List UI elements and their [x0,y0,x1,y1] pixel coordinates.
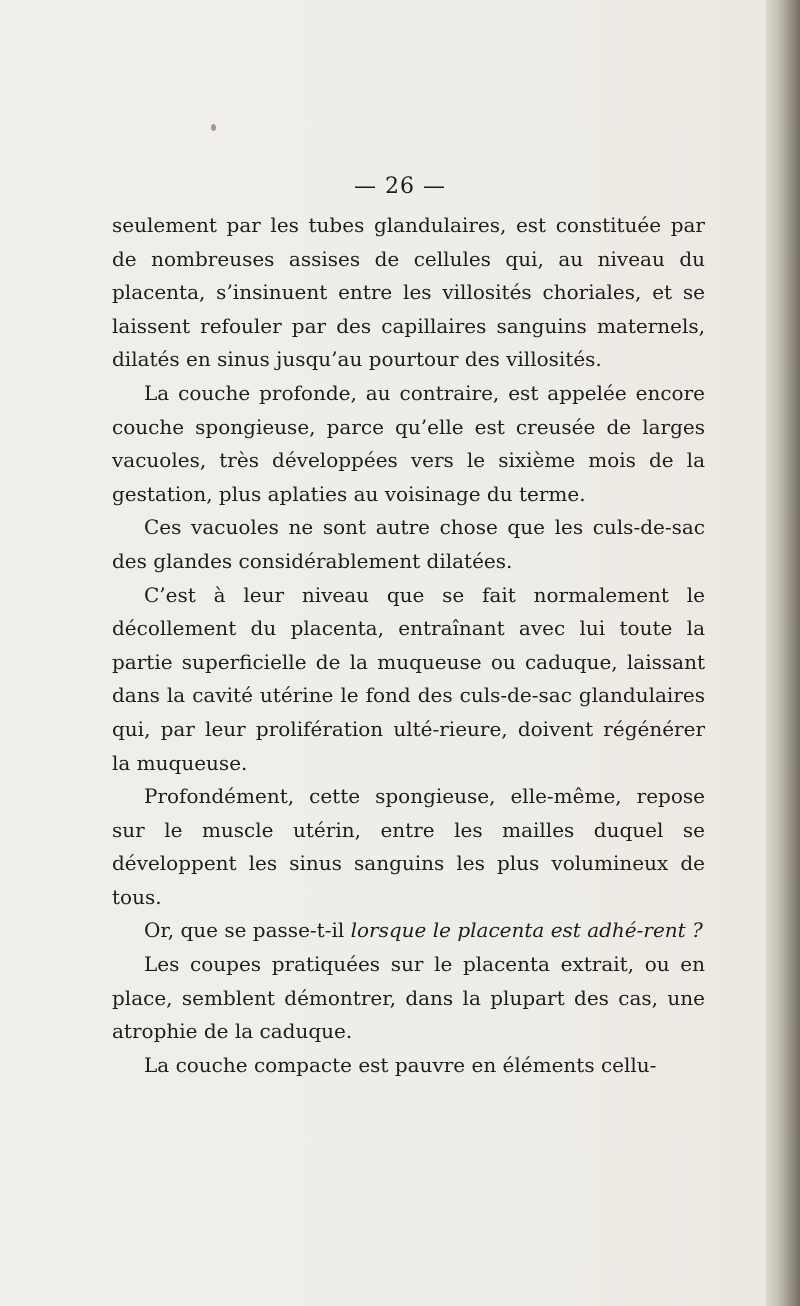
question-lead: Or, que se passe-t-il [144,918,351,943]
paper-speck [211,124,216,131]
paragraph-8: La couche compacte est pauvre en éléments cellu- [144,1052,657,1077]
paragraph-3: Ces vacuoles ne sont autre chose que les culs-de-sac des glandes considérablement dilatées. [112,515,705,573]
body-text [112,209,705,1082]
paragraph-4: C’est à leur niveau que se fait normalement le décollement du placenta, entraînant avec lui toute la partie superficielle de la muqueuse ou caduque, laissant dans la cavité utérine le fond des culs-de-sac glandulaires qui, par leur prolifération ulté-rieure, doivent régénérer la muqueuse. [112,582,705,775]
page-number: — 26 — [354,174,446,199]
question-emphasis: lorsque le placenta est adhé-rent ? [350,918,703,943]
paragraph-5: Profondément, cette spongieuse, elle-même, repose sur le muscle utérin, entre les mailles duquel se développent les sinus sanguins les plus volumineux de tous. [112,784,705,909]
paragraph-1: seulement par les tubes glandulaires, est constituée par de nombreuses assises de cellules qui, au niveau du placenta, s’insinuent entre les villosités choriales, et se laissent refouler par des capillaires sanguins maternels, dilatés en sinus jusqu’au pourtour des villosités. [112,213,705,372]
paragraph-2: La couche profonde, au contraire, est appelée encore couche spongieuse, parce qu’elle est creusée de larges vacuoles, très développées vers le sixième mois de la gestation, plus aplaties au voisinage du terme. [112,380,705,506]
paragraph-6 [112,914,705,948]
paragraph-7: Les coupes pratiquées sur le placenta extrait, ou en place, semblent démontrer, dans la plupart des cas, une atrophie de la caduque. [112,952,705,1044]
